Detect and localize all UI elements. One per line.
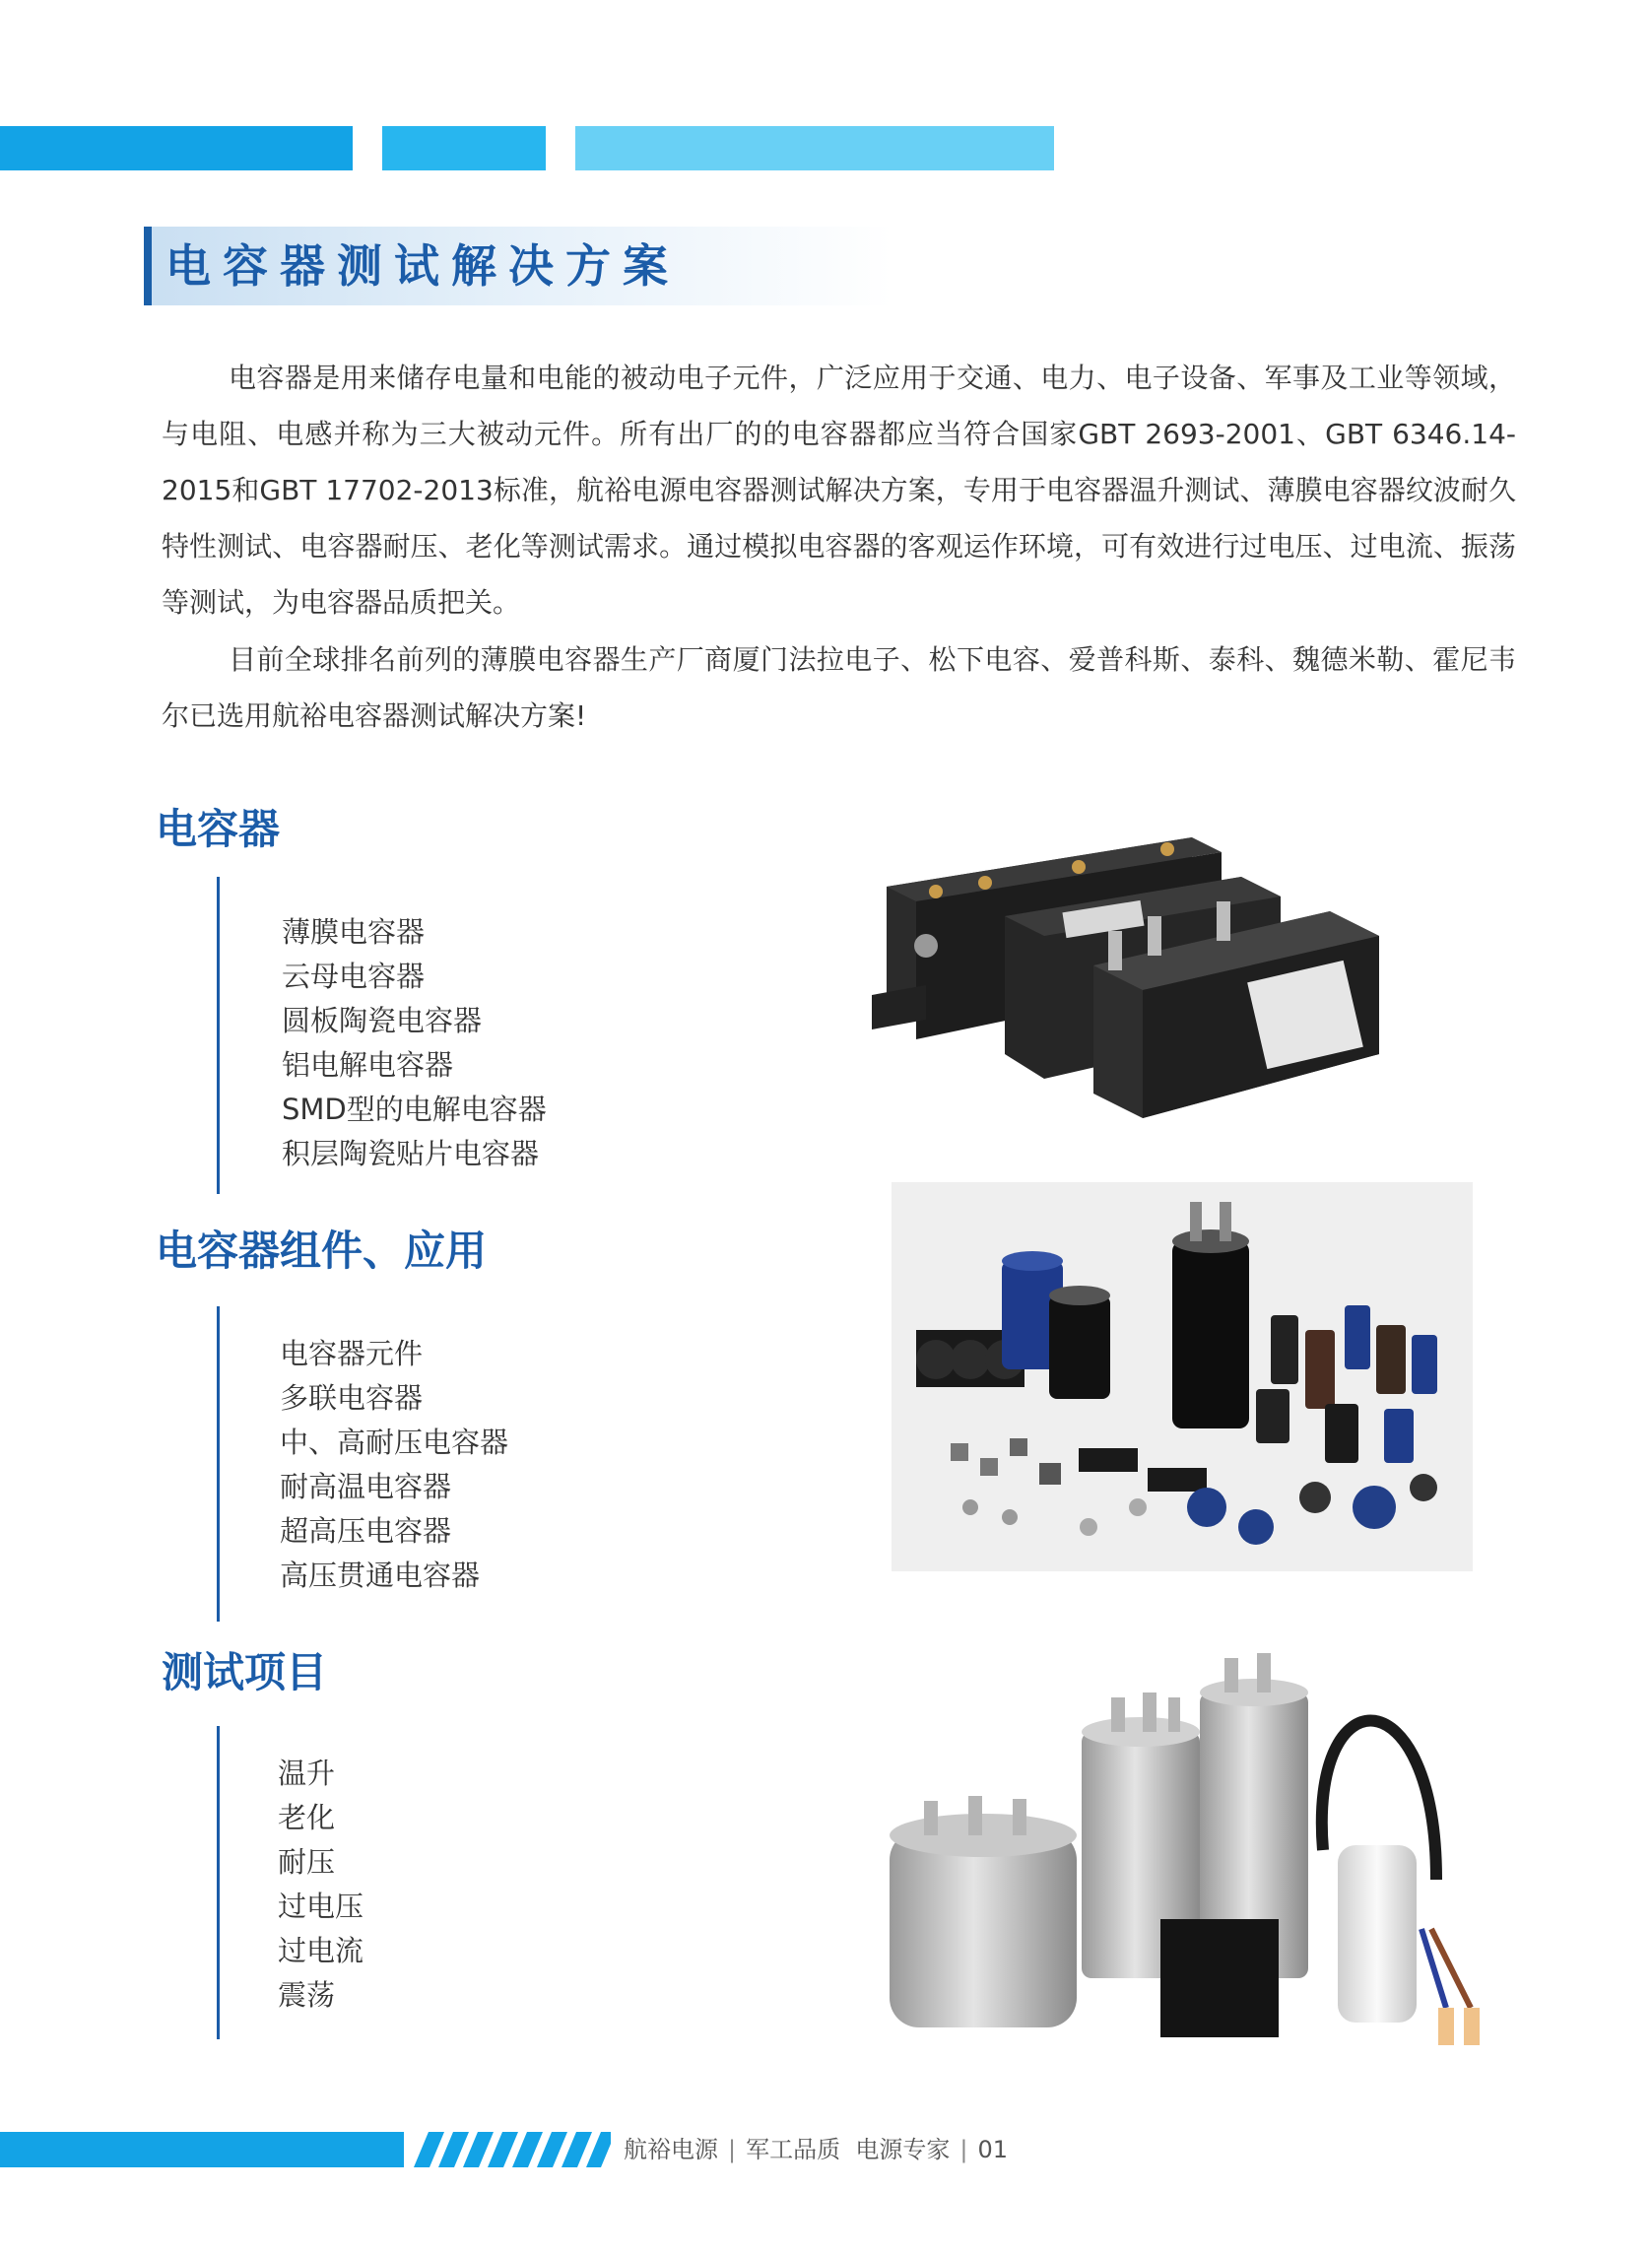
footer-brand: 航裕电源 [624,2136,718,2163]
footer-separator: | [959,2136,968,2163]
list-item: 耐压 [278,1845,336,1879]
intro-paragraph-1: 电容器是用来储存电量和电能的被动电子元件，广泛应用于交通、电力、电子设备、军事及工业等领域，与电阻、电感并称为三大被动元件。所有出厂的的电容器都应当符合国家GBT 2693-2001、GBT 6346.14-2015和GBT 17702-2013标准，航裕电源电容器测试解决方案，专用于电容器温升测试、薄膜电容器纹波耐久特性测试、电容器耐压、老化等测试需求。通过模拟电容器的客观运作环境，可有效进行过电压、过电流、振荡等测试，为电容器品质把关。 [162,362,1516,619]
section-heading-test-items: 测试项目 [162,1648,328,1696]
footer-separator: | [728,2136,737,2163]
page-number: 01 [977,2136,1008,2163]
list-item: 高压贯通电容器 [280,1559,481,1592]
section-heading-capacitors: 电容器 [156,805,281,853]
footer-slogan: 军工品质 电源专家 [746,2136,951,2163]
section-divider-line [217,1726,220,2039]
list-item: 中、高耐压电容器 [280,1426,509,1459]
section-divider-line [217,877,220,1194]
list-item: 震荡 [278,1978,336,2012]
list-item: 老化 [278,1801,336,1834]
list-item: 积层陶瓷贴片电容器 [282,1137,540,1170]
component-application-list [280,1332,508,1598]
list-item: 过电压 [278,1890,364,1923]
top-bar-left [0,126,353,170]
list-item: SMD型的电解电容器 [282,1093,547,1126]
top-bar-right [575,126,1054,170]
list-item: 电容器元件 [280,1337,424,1370]
list-item: 薄膜电容器 [282,915,426,949]
footer-text [624,2130,1008,2169]
top-bar-middle [382,126,546,170]
page-title: 电容器测试解决方案 [165,239,680,293]
section-divider-line [217,1306,220,1622]
list-item: 圆板陶瓷电容器 [282,1004,483,1037]
section-heading-components: 电容器组件、应用 [156,1227,488,1275]
list-item: 多联电容器 [280,1381,424,1415]
capacitor-type-list [282,910,547,1176]
motor-run-capacitor-photo [885,1633,1495,2057]
intro-paragraph-2: 目前全球排名前列的薄膜电容器生产厂商厦门法拉电子、松下电容、爱普科斯、泰科、魏德米勒、霍尼韦尔已选用航裕电容器测试解决方案! [162,643,1516,732]
list-item: 铝电解电容器 [282,1048,454,1082]
list-item: 温升 [278,1757,336,1790]
title-accent-bar [144,227,152,305]
film-capacitor-photo [867,798,1389,1123]
footer-stripe-decoration [0,2132,611,2167]
test-item-list [278,1752,363,2018]
list-item: 超高压电容器 [280,1514,452,1548]
list-item: 过电流 [278,1934,364,1967]
assorted-capacitor-photo [892,1182,1473,1571]
list-item: 耐高温电容器 [280,1470,452,1503]
list-item: 云母电容器 [282,960,426,993]
